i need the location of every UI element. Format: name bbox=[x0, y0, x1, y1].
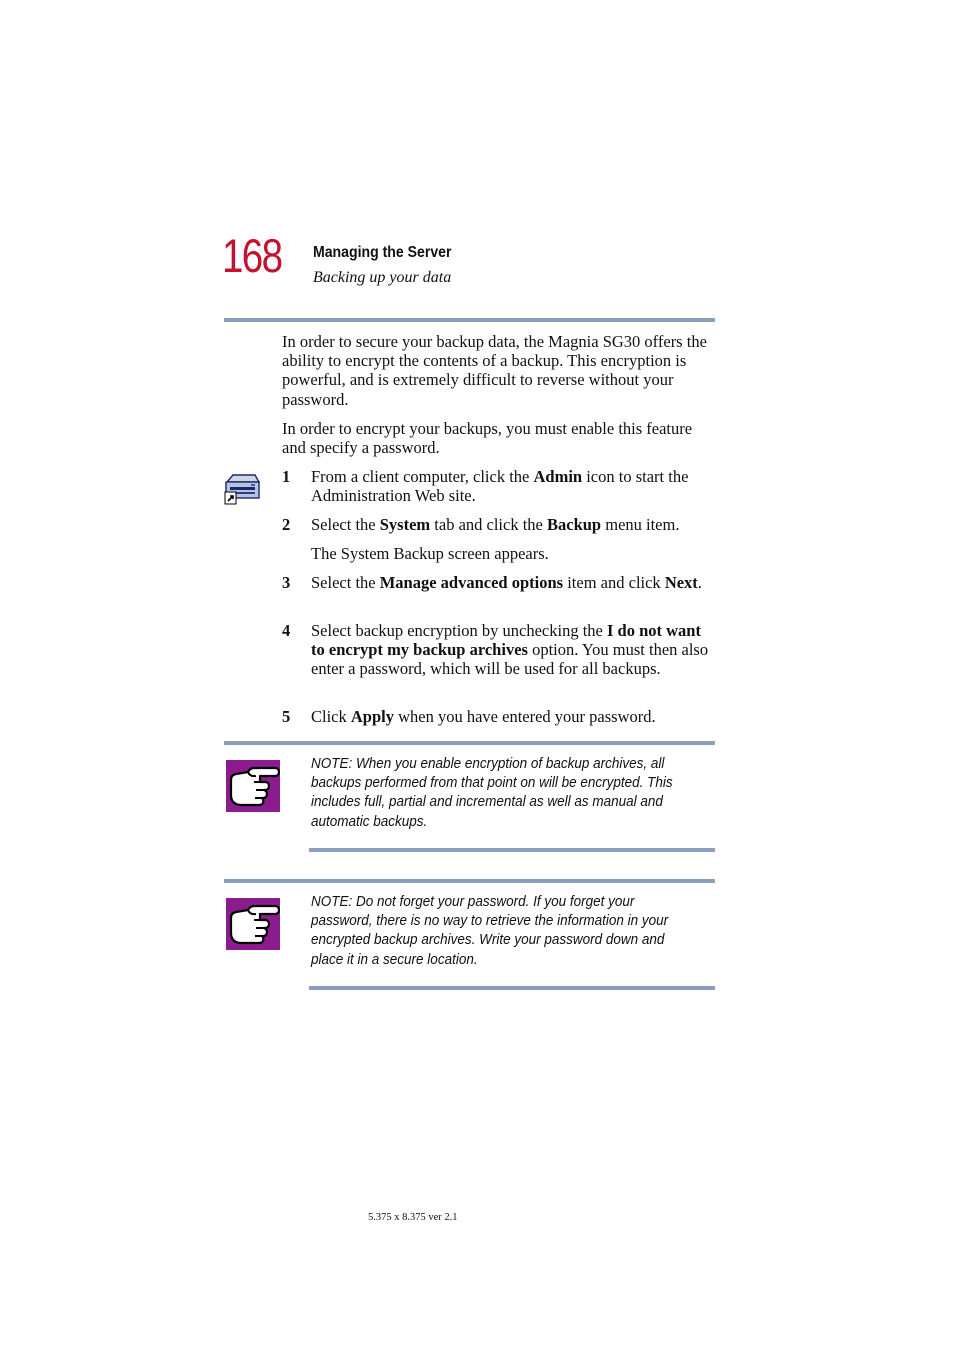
intro-paragraph-2: In order to encrypt your backups, you must enable this feature and specify a password. bbox=[282, 419, 693, 458]
admin-drive-icon bbox=[223, 472, 261, 506]
top-rule bbox=[224, 318, 715, 322]
intro-paragraph-1: In order to secure your backup data, the Magnia SG30 offers the ability to encrypt the contents of a backup. This encryption is powerful, and is extremely difficult to reverse without your password. bbox=[282, 332, 707, 409]
note-text: NOTE: Do not forget your password. If you forget your password, there is no way to retrieve the information in your encrypted backup archives. Write your password down and place it in a secure location. bbox=[311, 893, 669, 968]
step-number: 5 bbox=[282, 707, 291, 726]
page-number: 168 bbox=[222, 229, 282, 282]
step-text: Select the System tab and click the Backup menu item. bbox=[311, 515, 680, 534]
pointing-hand-icon bbox=[226, 760, 280, 812]
step-number: 2 bbox=[282, 515, 291, 534]
note-text: NOTE: When you enable encryption of backup archives, all backups performed from that point on will be encrypted. This includes full, partial and incremental as well as manual and automatic backups. bbox=[311, 755, 673, 830]
step-text: Select backup encryption by unchecking the I do not want to encrypt my backup archives option. You must then also enter a password, which will be used for all backups. bbox=[311, 621, 709, 679]
chapter-title: Managing the Server bbox=[313, 244, 452, 261]
page-footer: 5.375 x 8.375 ver 2.1 bbox=[368, 1212, 458, 1223]
step-text: From a client computer, click the Admin icon to start the Administration Web site. bbox=[311, 467, 689, 506]
section-title: Backing up your data bbox=[313, 269, 452, 286]
step-result: The System Backup screen appears. bbox=[311, 544, 549, 563]
step-number: 1 bbox=[282, 467, 291, 486]
note-top-rule bbox=[224, 879, 715, 883]
note-bottom-rule bbox=[309, 986, 715, 990]
step-text: Click Apply when you have entered your password. bbox=[311, 707, 656, 726]
note-bottom-rule bbox=[309, 848, 715, 852]
note-top-rule bbox=[224, 741, 715, 745]
step-text: Select the Manage advanced options item and click Next. bbox=[311, 573, 702, 592]
step-number: 4 bbox=[282, 621, 291, 640]
step-number: 3 bbox=[282, 573, 291, 592]
pointing-hand-icon bbox=[226, 898, 280, 950]
